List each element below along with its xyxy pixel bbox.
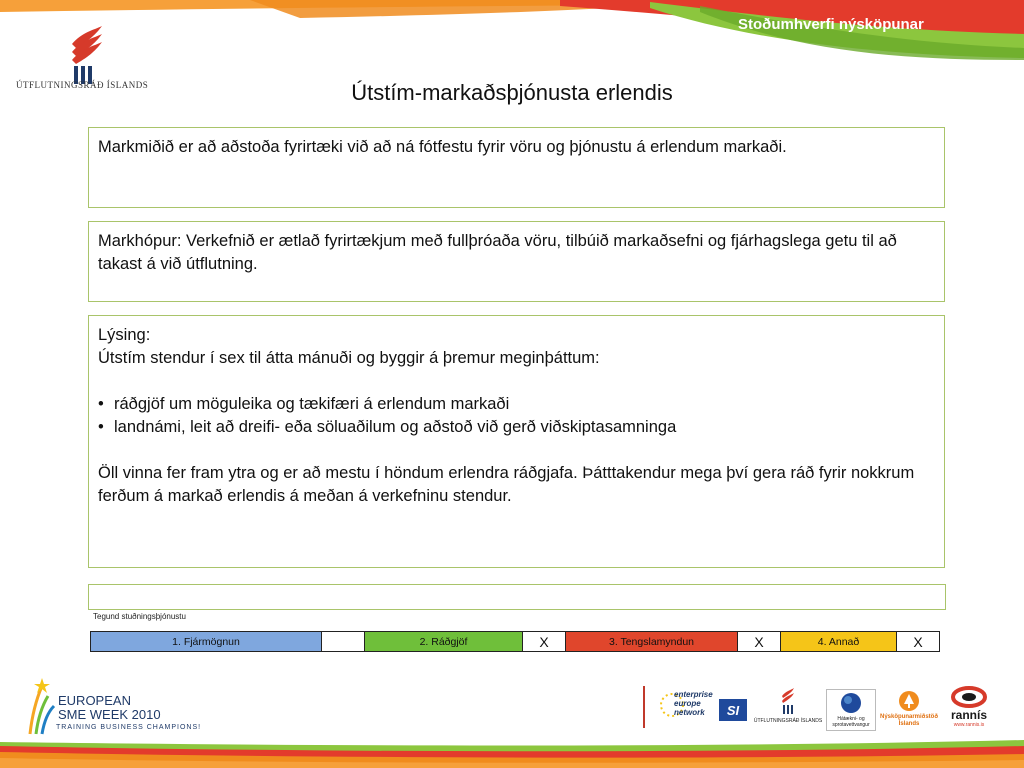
utflutningsrad-footer-icon	[778, 688, 798, 716]
description-bullet	[98, 393, 934, 416]
een-logo	[660, 684, 716, 728]
category-networking: 3. Tengslamyndun	[566, 632, 738, 651]
target-group-text: Markhópur: Verkefnið er ætlað fyrirtækjum með fullþróaða vöru, tilbúið markaðsefni og fjárhagslega getu til að takast á við útflutning.	[98, 232, 897, 273]
bullet-text: landnámi, leit að dreifi- eða söluaðilum og aðstoð við gerð viðskiptasamninga	[114, 418, 677, 436]
description-closing: Öll vinna fer fram ytra og er að mestu í höndum erlendra ráðgjafa. Þátttakendur mega því gera ráð fyrir nokkrum ferðum á markað erlendis á meðan á verkefninu stendur.	[98, 464, 915, 505]
rannis-text: rannís	[950, 708, 987, 722]
een-text	[674, 690, 713, 717]
category-networking-mark: X	[738, 632, 781, 651]
nmi-line1: Nýsköpunarmiðstöð	[879, 714, 938, 720]
een-line3: network	[674, 708, 705, 717]
globe-icon	[840, 692, 862, 714]
category-other: 4. Annað	[781, 632, 897, 651]
hub-line1: Hátækni- og	[837, 716, 865, 722]
header-title: Stoðumhverfi nýsköpunar	[738, 16, 924, 33]
category-advisory: 2. Ráðgjöf	[365, 632, 523, 651]
bullet-text: ráðgjöf um möguleika og tækifæri á erlendum markaði	[114, 395, 510, 413]
footer-band	[0, 736, 1024, 768]
hub-caption	[827, 716, 875, 728]
rannis-url: www.rannis.is	[953, 722, 985, 728]
empty-box	[88, 584, 946, 610]
uti-footer-caption: ÚTFLUTNINGSRÁÐ ÍSLANDS	[753, 718, 823, 724]
description-bullet	[98, 416, 934, 439]
category-other-mark: X	[913, 633, 923, 650]
logo-caption: ÚTFLUTNINGSRÁÐ ÍSLANDS	[16, 80, 149, 90]
service-type-table	[90, 631, 940, 652]
hub-line2: sprotavettvangur	[832, 722, 870, 728]
sme-line2: SME WEEK 2010	[58, 707, 161, 722]
page-title: Útstím-markaðsþjónusta erlendis	[351, 80, 673, 105]
sme-line1: EUROPEAN	[58, 693, 131, 708]
target-group-box	[88, 221, 945, 302]
nmi-line2: Íslands	[898, 721, 920, 727]
category-advisory-mark: X	[523, 632, 566, 651]
hub-logo	[826, 689, 876, 731]
nmi-caption	[876, 714, 942, 728]
footer-divider	[643, 686, 645, 728]
rannis-swirl-icon	[951, 686, 987, 708]
si-logo: SI	[719, 699, 747, 721]
goal-box	[88, 127, 945, 208]
sme-week-tagline: TRAINING BUSINESS CHAMPIONS!	[56, 724, 202, 731]
een-line2: europe	[674, 699, 701, 708]
category-financing-mark	[322, 632, 365, 651]
rannis-logo	[946, 686, 992, 730]
service-type-label: Tegund stuðningsþjónustu	[93, 612, 186, 621]
nmi-logo	[876, 690, 942, 730]
utflutningsrad-footer-logo	[752, 688, 824, 728]
description-heading: Lýsing:	[98, 326, 151, 344]
description-intro: Útstím stendur í sex til átta mánuði og byggir á þremur meginþáttum:	[98, 349, 600, 367]
description-box	[88, 315, 945, 568]
een-line1: enterprise	[674, 690, 713, 699]
goal-text: Markmiðið er að aðstoða fyrirtæki við að ná fótfestu fyrir vöru og þjónustu á erlendum markaði.	[98, 138, 787, 156]
sme-week-title	[58, 694, 161, 722]
nmi-tree-icon	[898, 690, 920, 712]
category-financing: 1. Fjármögnun	[91, 632, 322, 651]
